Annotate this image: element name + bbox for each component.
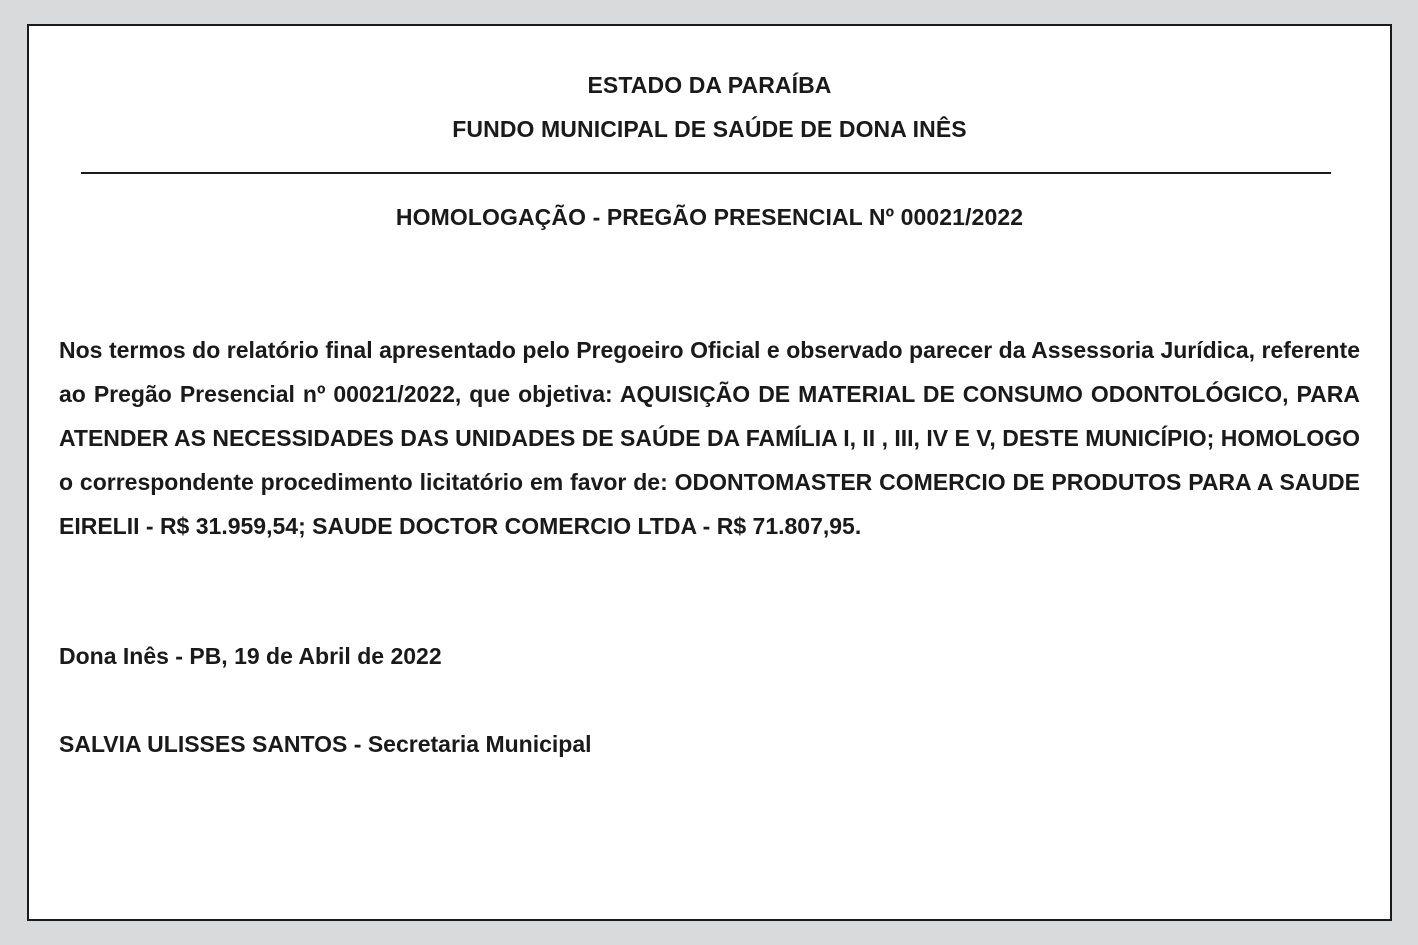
document-title: HOMOLOGAÇÃO - PREGÃO PRESENCIAL Nº 00021/2022 xyxy=(395,204,1024,230)
date-line: Dona Inês - PB, 19 de Abril de 2022 xyxy=(59,643,442,669)
document-page xyxy=(27,24,1392,921)
entity-heading: FUNDO MUNICIPAL DE SAÚDE DE DONA INÊS xyxy=(452,116,967,142)
state-heading: ESTADO DA PARAÍBA xyxy=(587,72,832,98)
signature-line: SALVIA ULISSES SANTOS - Secretaria Municipal xyxy=(59,731,592,757)
homologation-paragraph: Nos termos do relatório final apresentado pelo Pregoeiro Oficial e observado parecer da Assessoria Jurídica, referente ao Pregão Presencial nº 00021/2022, que objetiva: AQUISIÇÃO DE MATERIAL DE CONSUMO ODONTOLÓGICO, PARA ATENDER AS NECESSIDADES DAS UNIDADES DE SAÚDE DA FAMÍLIA I, II , III, IV E V, DESTE MUNICÍPIO; HOMOLOGO o correspondente procedimento licitatório em favor de: ODONTOMASTER COMERCIO DE PRODUTOS PARA A SAUDE EIRELII - R$ 31.959,54; SAUDE DOCTOR COMERCIO LTDA - R$ 71.807,95. xyxy=(59,337,1360,539)
header-divider xyxy=(81,172,1331,174)
